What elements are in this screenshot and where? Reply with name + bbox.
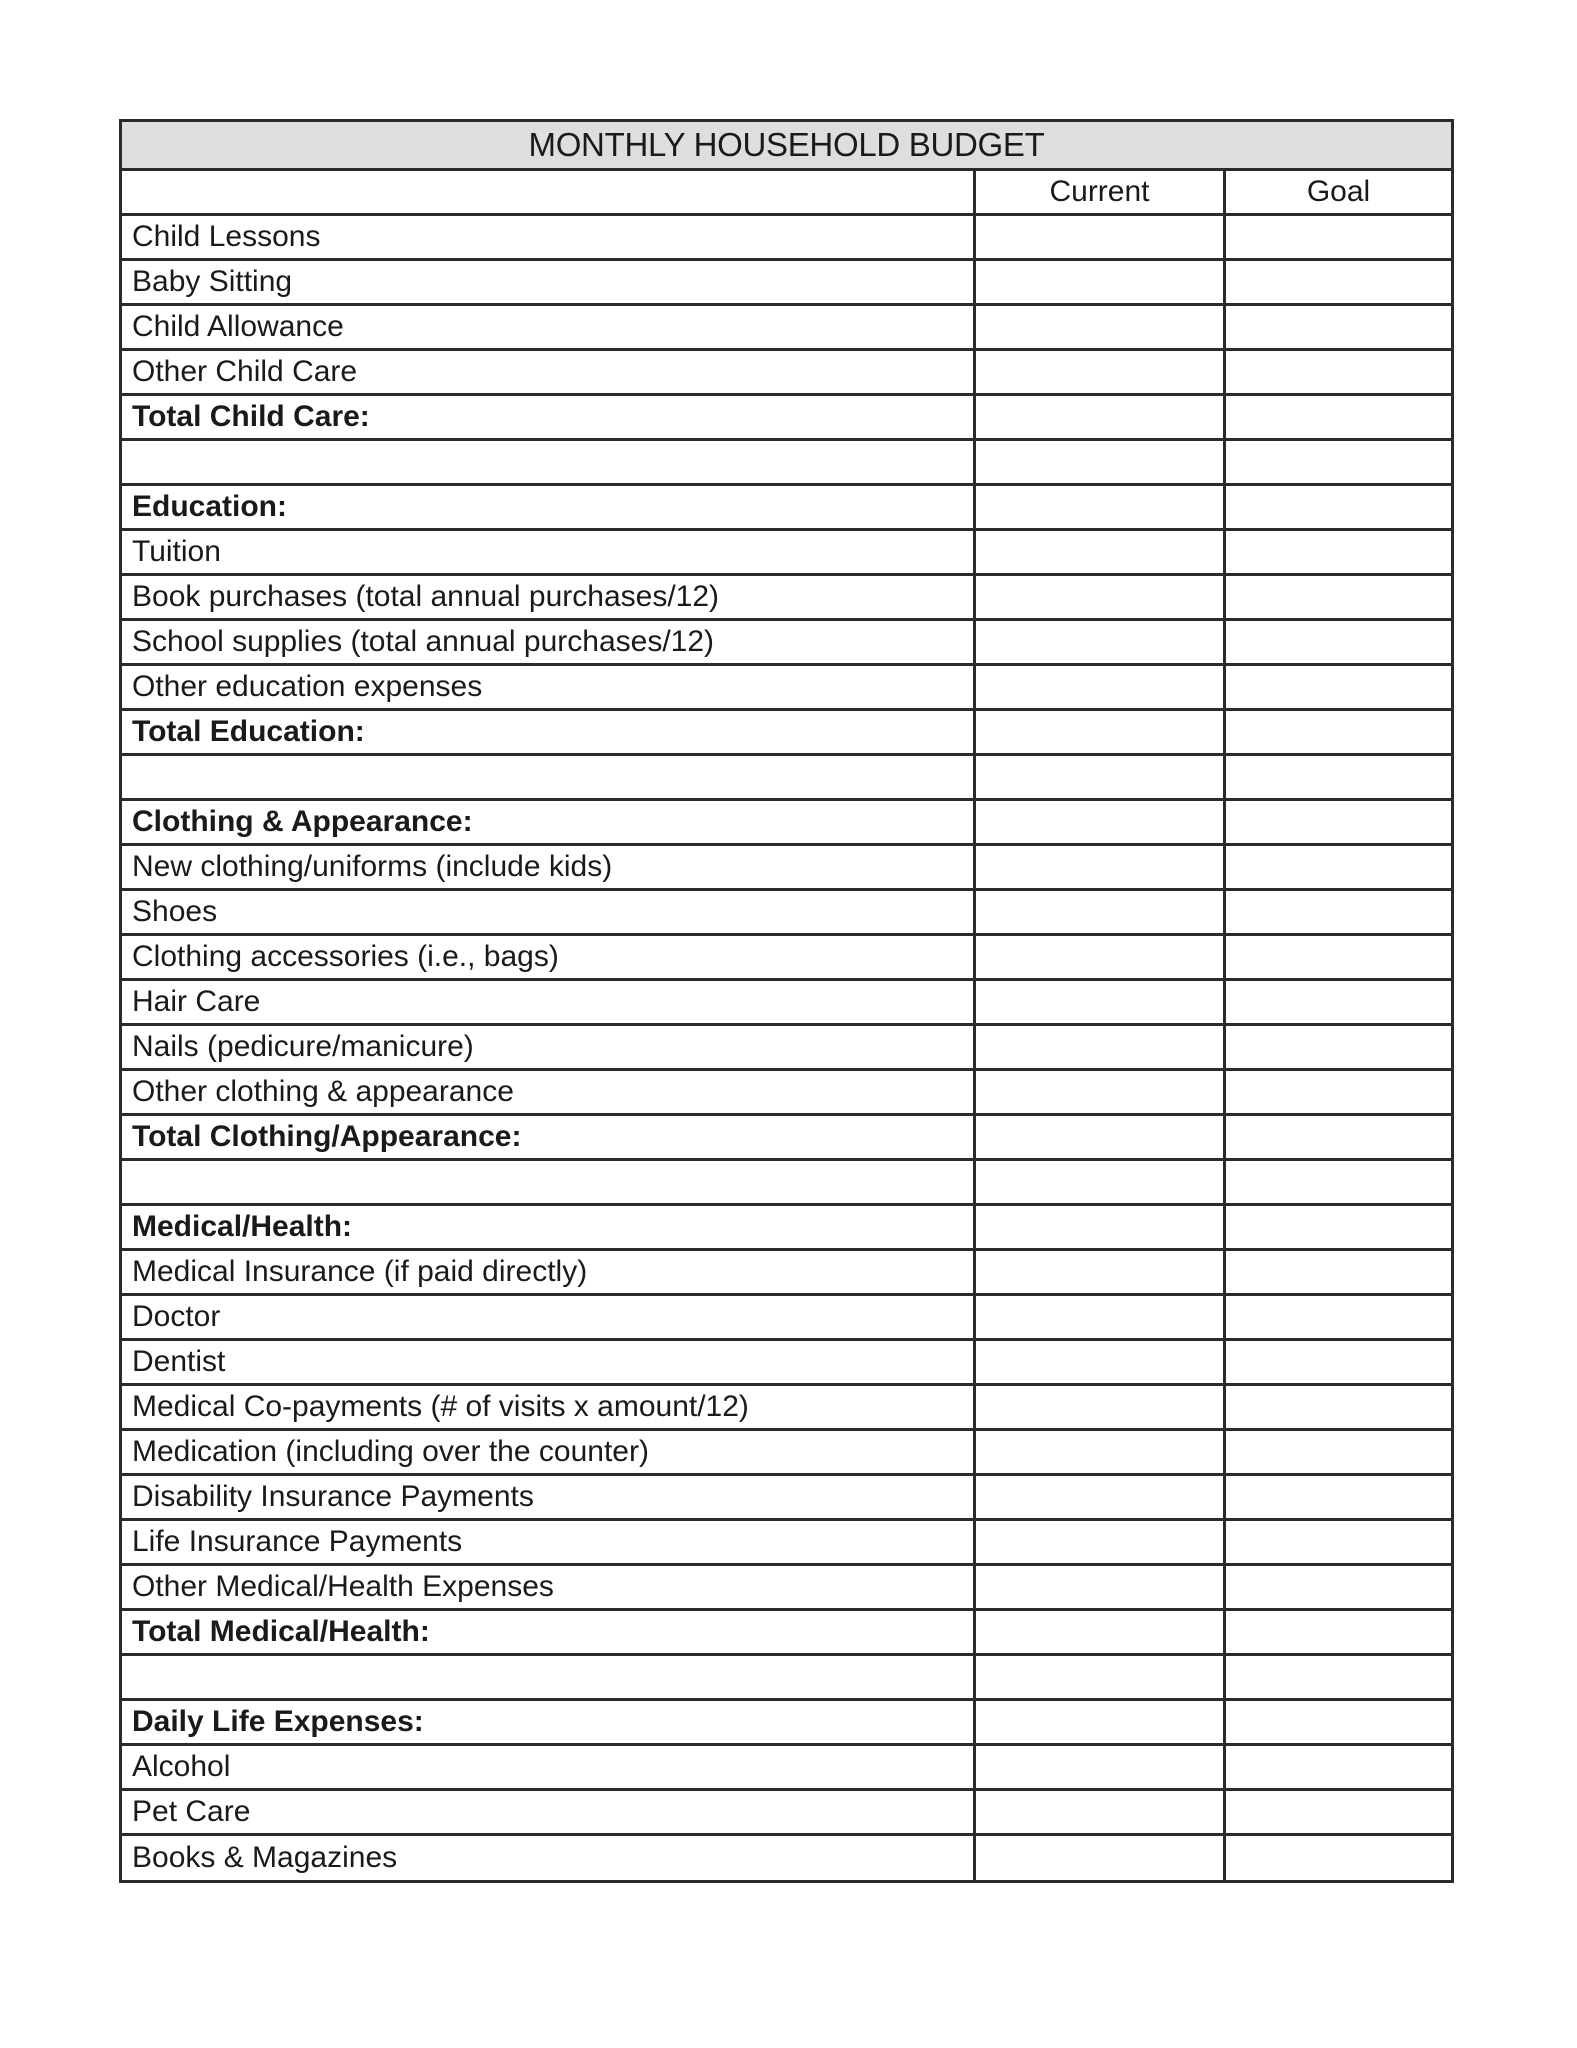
current-amount-cell[interactable] <box>976 666 1226 708</box>
current-amount-cell[interactable] <box>976 1251 1226 1293</box>
table-row <box>122 801 1451 846</box>
current-amount-cell[interactable] <box>976 756 1226 798</box>
current-amount-cell[interactable] <box>976 1566 1226 1608</box>
item-label: Child Lessons <box>122 216 976 258</box>
item-label: Other education expenses <box>122 666 976 708</box>
current-amount-cell[interactable] <box>976 1521 1226 1563</box>
current-amount-cell[interactable] <box>976 1071 1226 1113</box>
item-label: Medical Co-payments (# of visits x amount/12) <box>122 1386 976 1428</box>
current-amount-cell[interactable] <box>976 1116 1226 1158</box>
table-row <box>122 1791 1451 1836</box>
label-column-header <box>122 171 976 213</box>
item-label <box>122 1161 976 1203</box>
table-row <box>122 891 1451 936</box>
table-row <box>122 1206 1451 1251</box>
current-amount-cell[interactable] <box>976 1611 1226 1653</box>
goal-amount-cell[interactable] <box>1226 351 1451 393</box>
current-amount-cell[interactable] <box>976 396 1226 438</box>
item-label: Life Insurance Payments <box>122 1521 976 1563</box>
table-row <box>122 1251 1451 1296</box>
table-title: MONTHLY HOUSEHOLD BUDGET <box>122 122 1451 171</box>
table-row <box>122 711 1451 756</box>
goal-amount-cell[interactable] <box>1226 1611 1451 1653</box>
goal-amount-cell[interactable] <box>1226 1071 1451 1113</box>
item-label: Other Child Care <box>122 351 976 393</box>
item-label: Child Allowance <box>122 306 976 348</box>
table-row <box>122 1296 1451 1341</box>
item-label: Hair Care <box>122 981 976 1023</box>
current-amount-cell[interactable] <box>976 1026 1226 1068</box>
current-amount-cell[interactable] <box>976 936 1226 978</box>
current-amount-cell[interactable] <box>976 1656 1226 1698</box>
item-label: Medical Insurance (if paid directly) <box>122 1251 976 1293</box>
table-row <box>122 1431 1451 1476</box>
current-amount-cell[interactable] <box>976 981 1226 1023</box>
item-label: School supplies (total annual purchases/12) <box>122 621 976 663</box>
table-row <box>122 846 1451 891</box>
current-amount-cell[interactable] <box>976 711 1226 753</box>
item-label <box>122 1656 976 1698</box>
goal-amount-cell[interactable] <box>1226 1026 1451 1068</box>
section-label: Total Education: <box>122 711 976 753</box>
item-label: Baby Sitting <box>122 261 976 303</box>
table-row <box>122 1836 1451 1880</box>
item-label: Books & Magazines <box>122 1836 976 1880</box>
goal-amount-cell[interactable] <box>1226 1746 1451 1788</box>
table-row <box>122 1611 1451 1656</box>
table-row <box>122 1521 1451 1566</box>
goal-amount-cell[interactable] <box>1226 1386 1451 1428</box>
goal-amount-cell[interactable] <box>1226 1116 1451 1158</box>
table-row <box>122 1656 1451 1701</box>
item-label: Pet Care <box>122 1791 976 1833</box>
item-label: Book purchases (total annual purchases/12) <box>122 576 976 618</box>
goal-amount-cell[interactable] <box>1226 711 1451 753</box>
current-amount-cell[interactable] <box>976 1296 1226 1338</box>
section-label: Clothing & Appearance: <box>122 801 976 843</box>
goal-amount-cell[interactable] <box>1226 531 1451 573</box>
goal-amount-cell[interactable] <box>1226 261 1451 303</box>
goal-amount-cell[interactable] <box>1226 1206 1451 1248</box>
goal-amount-cell[interactable] <box>1226 1476 1451 1518</box>
section-label: Medical/Health: <box>122 1206 976 1248</box>
goal-amount-cell[interactable] <box>1226 936 1451 978</box>
item-label: Clothing accessories (i.e., bags) <box>122 936 976 978</box>
current-amount-cell[interactable] <box>976 1386 1226 1428</box>
current-amount-cell[interactable] <box>976 351 1226 393</box>
table-row <box>122 1566 1451 1611</box>
table-row <box>122 441 1451 486</box>
goal-amount-cell[interactable] <box>1226 1836 1451 1880</box>
item-label: Medication (including over the counter) <box>122 1431 976 1473</box>
goal-amount-cell[interactable] <box>1226 1431 1451 1473</box>
section-label: Total Clothing/Appearance: <box>122 1116 976 1158</box>
current-amount-cell[interactable] <box>976 621 1226 663</box>
table-row <box>122 666 1451 711</box>
current-amount-cell[interactable] <box>976 1746 1226 1788</box>
table-row <box>122 576 1451 621</box>
table-row <box>122 621 1451 666</box>
goal-amount-cell[interactable] <box>1226 216 1451 258</box>
current-column-header: Current <box>976 171 1226 213</box>
item-label: Other clothing & appearance <box>122 1071 976 1113</box>
goal-amount-cell[interactable] <box>1226 1341 1451 1383</box>
item-label: Alcohol <box>122 1746 976 1788</box>
item-label: Tuition <box>122 531 976 573</box>
goal-amount-cell[interactable] <box>1226 1296 1451 1338</box>
section-label: Total Child Care: <box>122 396 976 438</box>
table-row <box>122 216 1451 261</box>
current-amount-cell[interactable] <box>976 801 1226 843</box>
budget-table <box>119 119 1454 1883</box>
table-row <box>122 1116 1451 1161</box>
section-label: Education: <box>122 486 976 528</box>
goal-amount-cell[interactable] <box>1226 1251 1451 1293</box>
table-row <box>122 396 1451 441</box>
item-label: Doctor <box>122 1296 976 1338</box>
goal-amount-cell[interactable] <box>1226 621 1451 663</box>
goal-amount-cell[interactable] <box>1226 306 1451 348</box>
table-row <box>122 531 1451 576</box>
item-label: Other Medical/Health Expenses <box>122 1566 976 1608</box>
table-row <box>122 1701 1451 1746</box>
goal-amount-cell[interactable] <box>1226 396 1451 438</box>
table-row <box>122 1026 1451 1071</box>
table-row <box>122 936 1451 981</box>
column-header-row <box>122 171 1451 216</box>
current-amount-cell[interactable] <box>976 261 1226 303</box>
table-row <box>122 1341 1451 1386</box>
current-amount-cell[interactable] <box>976 846 1226 888</box>
goal-amount-cell[interactable] <box>1226 1566 1451 1608</box>
table-row <box>122 306 1451 351</box>
goal-column-header: Goal <box>1306 175 1371 208</box>
section-label: Total Medical/Health: <box>122 1611 976 1653</box>
current-amount-cell[interactable] <box>976 531 1226 573</box>
item-label: Dentist <box>122 1341 976 1383</box>
goal-amount-cell[interactable] <box>1226 846 1451 888</box>
table-row <box>122 486 1451 531</box>
current-amount-cell[interactable] <box>976 1431 1226 1473</box>
current-amount-cell[interactable] <box>976 486 1226 528</box>
goal-amount-cell[interactable] <box>1226 666 1451 708</box>
table-row <box>122 1386 1451 1431</box>
goal-amount-cell[interactable] <box>1226 756 1451 798</box>
current-amount-cell[interactable] <box>976 1341 1226 1383</box>
goal-amount-cell[interactable] <box>1226 981 1451 1023</box>
goal-amount-cell[interactable] <box>1226 1791 1451 1833</box>
goal-amount-cell[interactable] <box>1226 441 1451 483</box>
current-amount-cell[interactable] <box>976 441 1226 483</box>
current-amount-cell[interactable] <box>976 891 1226 933</box>
table-row <box>122 1746 1451 1791</box>
table-row <box>122 1161 1451 1206</box>
item-label: Nails (pedicure/manicure) <box>122 1026 976 1068</box>
goal-amount-cell[interactable] <box>1226 576 1451 618</box>
goal-amount-cell[interactable] <box>1226 801 1451 843</box>
table-row <box>122 981 1451 1026</box>
item-label: New clothing/uniforms (include kids) <box>122 846 976 888</box>
current-amount-cell[interactable] <box>976 216 1226 258</box>
goal-amount-cell[interactable] <box>1226 1656 1451 1698</box>
item-label <box>122 756 976 798</box>
goal-amount-cell[interactable] <box>1226 891 1451 933</box>
current-amount-cell[interactable] <box>976 1476 1226 1518</box>
current-amount-cell[interactable] <box>976 1206 1226 1248</box>
item-label <box>122 441 976 483</box>
section-label: Daily Life Expenses: <box>122 1701 976 1743</box>
goal-amount-cell[interactable] <box>1226 486 1451 528</box>
current-amount-cell[interactable] <box>976 306 1226 348</box>
table-row <box>122 1476 1451 1521</box>
table-row <box>122 261 1451 306</box>
table-row <box>122 351 1451 396</box>
current-amount-cell[interactable] <box>976 576 1226 618</box>
table-row <box>122 1071 1451 1116</box>
item-label: Disability Insurance Payments <box>122 1476 976 1518</box>
current-amount-cell[interactable] <box>976 1791 1226 1833</box>
budget-rows <box>122 216 1451 1880</box>
goal-amount-cell[interactable] <box>1226 1521 1451 1563</box>
item-label: Shoes <box>122 891 976 933</box>
current-amount-cell[interactable] <box>976 1836 1226 1880</box>
current-amount-cell[interactable] <box>976 1701 1226 1743</box>
goal-amount-cell[interactable] <box>1226 1161 1451 1203</box>
table-row <box>122 756 1451 801</box>
current-amount-cell[interactable] <box>976 1161 1226 1203</box>
goal-amount-cell[interactable] <box>1226 1701 1451 1743</box>
